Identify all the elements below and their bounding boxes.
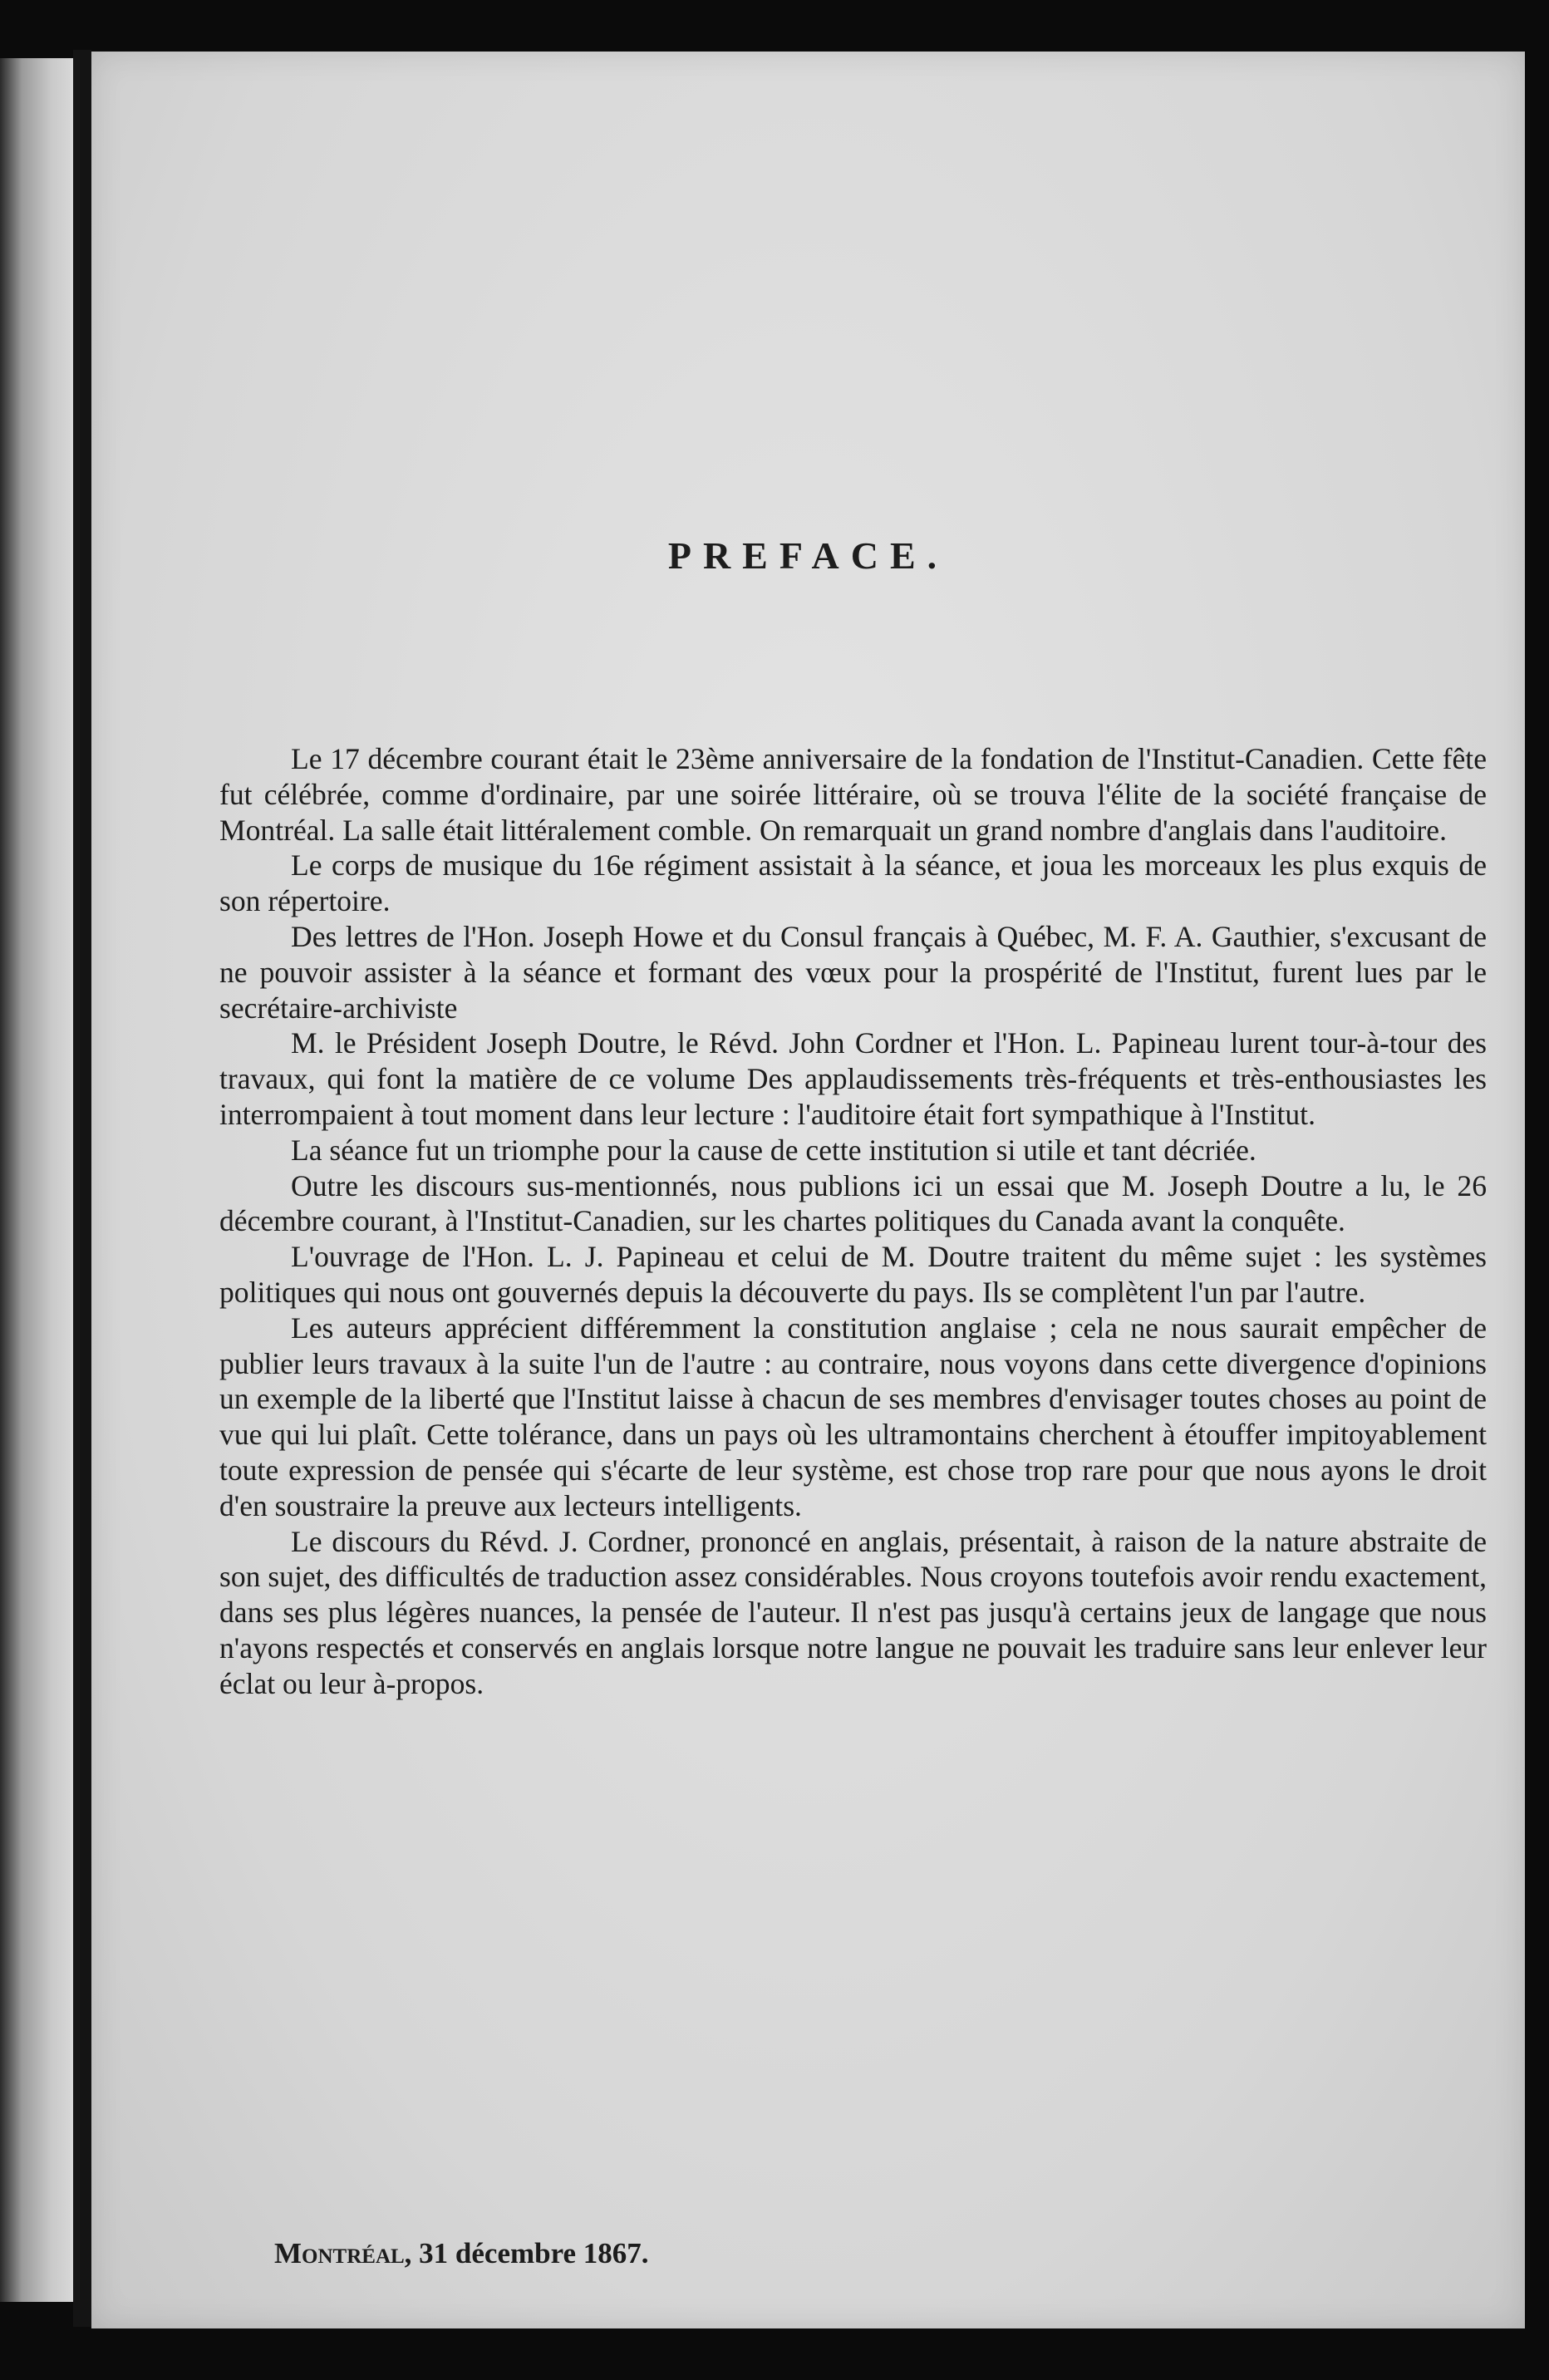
paragraph: Des lettres de l'Hon. Joseph Howe et du Consul français à Québec, M. F. A. Gauthier, s'excusant de ne pouvoir assister à la séance et formant des vœux pour la prospérité de l'Institut, furent lues par le secrétaire-archiviste [219,919,1487,1025]
book-gutter [73,50,91,2327]
paragraph: La séance fut un triomphe pour la cause de cette institution si utile et tant décriée. [291,1133,1256,1167]
paragraph: Le 17 décembre courant était le 23ème anniversaire de la fondation de l'Institut-Canadien. Cette fête fut célébrée, comme d'ordinaire, par une soirée littéraire, où se trouva l'élite de la société française de Montréal. La salle était littéralement comble. On remarquait un grand nombre d'anglais dans l'auditoire. [219,742,1487,847]
paragraph: Les auteurs apprécient différemment la constitution anglaise ; cela ne nous saurait empêcher de publier leurs travaux à la suite l'un de l'autre : au contraire, nous voyons dans cette divergence d'opinions un exemple de la liberté que l'Institut laisse à chacun de ses membres d'envisager toutes choses au point de vue qui lui plaît. Cette tolérance, dans un pays où les ultramontains cherchent à étouffer impitoyablement toute expression de pensée qui s'écarte de leur système, est chose trop rare pour que nous ayons le droit d'en soustraire la preuve aux lecteurs intelligents. [219,1310,1487,1522]
signature-place: Montréal [274,2237,405,2269]
paragraph: Outre les discours sus-mentionnés, nous publions ici un essai que M. Joseph Doutre a lu, le 26 décembre courant, à l'Institut-Canadien, sur les chartes politiques du Canada avant la conquête. [219,1168,1487,1238]
paragraph: Le discours du Révd. J. Cordner, prononcé en anglais, présentait, à raison de la nature abstraite de son sujet, des difficultés de traduction assez considérables. Nous croyons toutefois avoir rendu exactement, dans ses plus légères nuances, la pensée de l'auteur. Il n'est pas jusqu'à certains jeux de langage que nous n'ayons respectés et conservés en anglais lorsque notre langue ne pouvait les traduire sans leur enlever leur éclat ou leur à-propos. [219,1524,1487,1700]
signature-date: , 31 décembre 1867. [404,2237,649,2269]
paragraph: L'ouvrage de l'Hon. L. J. Papineau et celui de M. Doutre traitent du même sujet : les systèmes politiques qui nous ont gouvernés depuis la découverte du pays. Ils se complètent l'un par l'autre. [219,1240,1487,1309]
page-title: PREFACE. [667,534,949,577]
paragraph: Le corps de musique du 16e régiment assistait à la séance, et joua les morceaux les plus exquis de son répertoire. [219,848,1487,918]
adjacent-page-edge [0,58,73,2302]
signature-line [274,2237,649,2270]
paragraph: M. le Président Joseph Doutre, le Révd. John Cordner et l'Hon. L. Papineau lurent tour-à-tour des travaux, qui font la matière de ce volume Des applaudissements très-fréquents et très-enthousiastes les interrompaient à tout moment dans leur lecture : l'auditoire était fort sympathique à l'Institut. [219,1026,1487,1131]
scanned-page [91,52,1525,2328]
preface-body [219,741,1487,1702]
